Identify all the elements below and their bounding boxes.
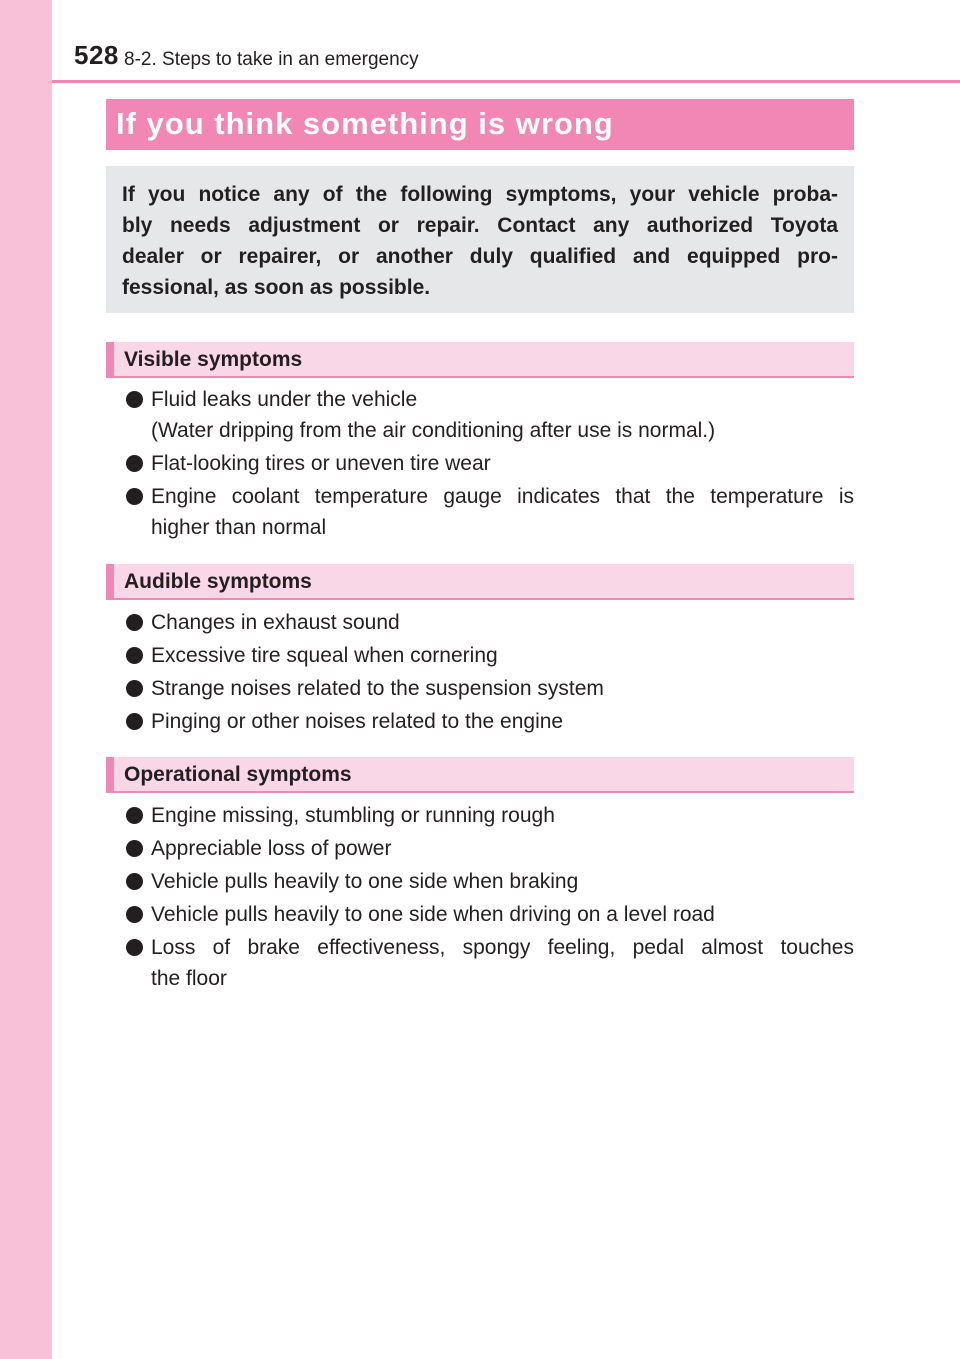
list-item-text: Flat-looking tires or uneven tire wear — [151, 452, 491, 475]
list-item — [122, 673, 854, 704]
list-item — [122, 384, 854, 446]
list-item — [122, 899, 854, 930]
audible-symptoms-list — [122, 607, 854, 739]
side-color-bar — [0, 0, 52, 1359]
list-item-text: (Water dripping from the air conditioning after use is normal.) — [151, 419, 716, 442]
bullet-icon — [126, 713, 143, 730]
bullet-icon — [126, 455, 143, 472]
list-item-text: Fluid leaks under the vehicle — [151, 388, 418, 411]
list-item-text: Excessive tire squeal when cornering — [151, 644, 498, 667]
intro-line: dealer or repairer, or another duly qualified and equipped pro- — [122, 245, 838, 268]
list-item-text: Appreciable loss of power — [151, 837, 392, 860]
bullet-icon — [126, 873, 143, 890]
operational-symptoms-list — [122, 800, 854, 996]
list-item-text: Vehicle pulls heavily to one side when braking — [151, 870, 579, 893]
bullet-icon — [126, 939, 143, 956]
visible-symptoms-list — [122, 384, 854, 545]
subheading-visible-symptoms — [106, 342, 854, 378]
header-divider — [52, 80, 960, 83]
intro-text — [122, 179, 838, 303]
bullet-icon — [126, 906, 143, 923]
intro-line: If you notice any of the following symptoms, your vehicle proba- — [122, 183, 838, 206]
bullet-icon — [126, 647, 143, 664]
list-item — [122, 607, 854, 638]
subheading-audible-symptoms — [106, 564, 854, 600]
subheading-text: Operational symptoms — [124, 763, 352, 786]
list-item — [122, 833, 854, 864]
intro-line: bly needs adjustment or repair. Contact any authorized Toyota — [122, 214, 838, 237]
intro-line: fessional, as soon as possible. — [122, 276, 431, 299]
subheading-operational-symptoms — [106, 757, 854, 793]
subheading-text: Visible symptoms — [124, 348, 303, 371]
bullet-icon — [126, 807, 143, 824]
bullet-icon — [126, 391, 143, 408]
bullet-icon — [126, 488, 143, 505]
bullet-icon — [126, 614, 143, 631]
list-item-text: the floor — [151, 967, 227, 990]
intro-box — [106, 166, 854, 313]
list-item — [122, 932, 854, 994]
list-item-text: Strange noises related to the suspension system — [151, 677, 604, 700]
list-item — [122, 706, 854, 737]
list-item — [122, 866, 854, 897]
page-title-bar — [106, 99, 854, 150]
list-item — [122, 448, 854, 479]
list-item — [122, 481, 854, 543]
subheading-text: Audible symptoms — [124, 570, 312, 593]
page-title: If you think something is wrong — [116, 106, 614, 141]
list-item-text: Pinging or other noises related to the engine — [151, 710, 564, 733]
bullet-icon — [126, 680, 143, 697]
list-item-text: higher than normal — [151, 516, 327, 539]
list-item-text: Engine missing, stumbling or running rough — [151, 804, 555, 827]
list-item — [122, 800, 854, 831]
bullet-icon — [126, 840, 143, 857]
section-label: 8-2. Steps to take in an emergency — [124, 49, 419, 70]
list-item-text: Engine coolant temperature gauge indicates that the temperature is — [151, 485, 854, 508]
list-item-text: Loss of brake effectiveness, spongy feeling, pedal almost touches — [151, 936, 854, 959]
page-number: 528 — [74, 40, 119, 70]
list-item — [122, 640, 854, 671]
list-item-text: Vehicle pulls heavily to one side when driving on a level road — [151, 903, 715, 926]
list-item-text: Changes in exhaust sound — [151, 611, 400, 634]
